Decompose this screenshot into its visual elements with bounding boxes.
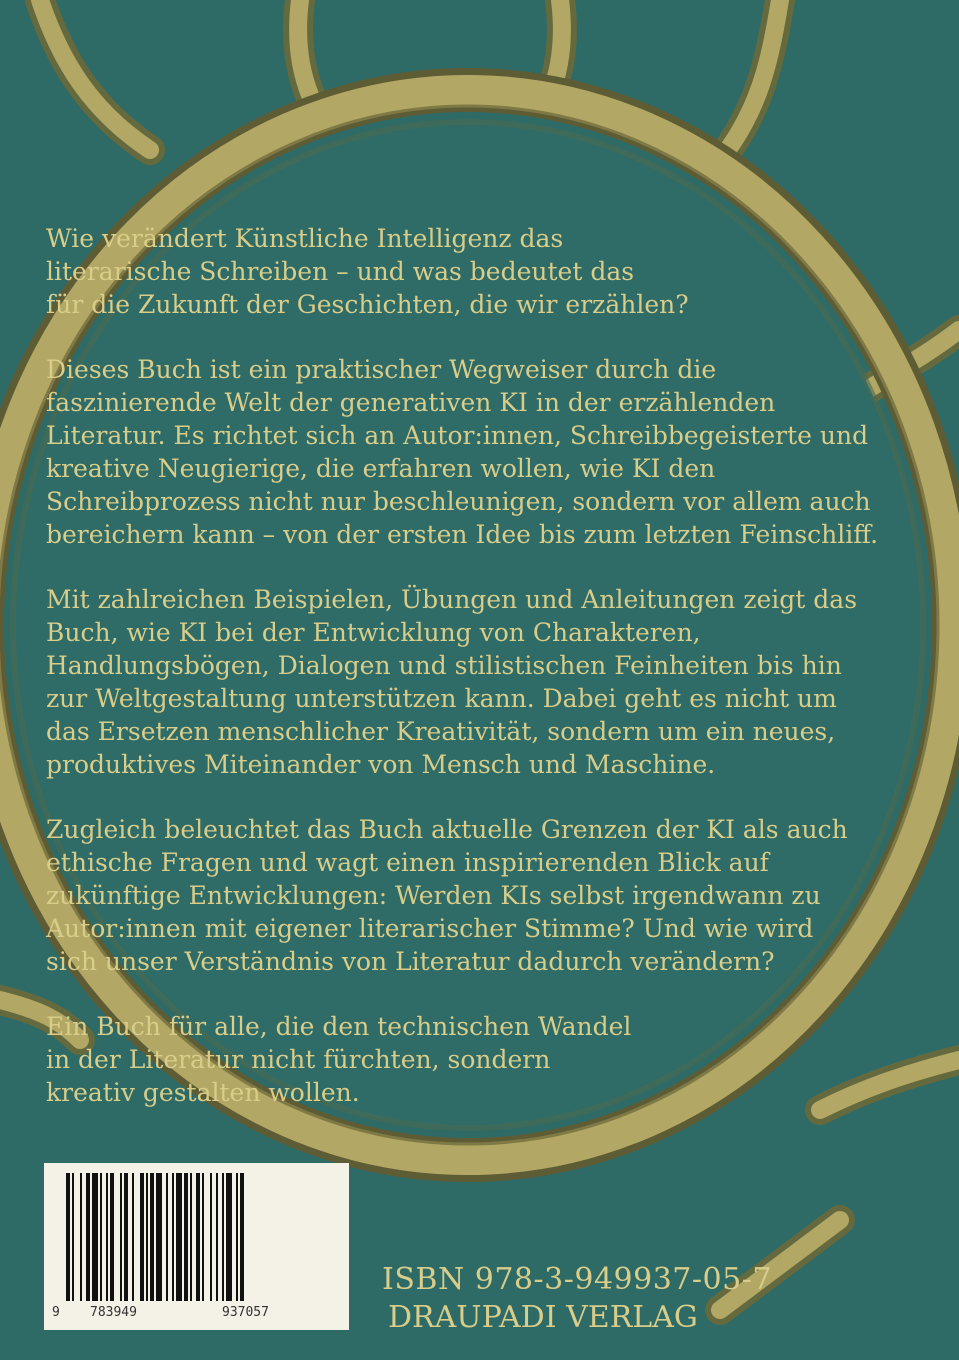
barcode-bar xyxy=(226,1173,232,1301)
barcode-bar xyxy=(86,1173,90,1301)
blurb-line: kreative Neugierige, die erfahren wollen, wie KI den xyxy=(46,454,716,483)
barcode-bar xyxy=(100,1173,102,1301)
barcode-bar xyxy=(72,1173,74,1301)
blurb-line: Schreibprozess nicht nur beschleunigen, sondern vor allem auch xyxy=(46,487,871,516)
barcode xyxy=(44,1163,349,1330)
barcode-bar xyxy=(124,1173,128,1301)
blurb-paragraph xyxy=(46,583,926,781)
blurb-text xyxy=(46,222,926,1141)
blurb-line: Wie verändert Künstliche Intelligenz das xyxy=(46,224,564,253)
blurb-line: zukünftige Entwicklungen: Werden KIs selbst irgendwann zu xyxy=(46,881,821,910)
blurb-line: Zugleich beleuchtet das Buch aktuelle Grenzen der KI als auch xyxy=(46,815,848,844)
blurb-line: Dieses Buch ist ein praktischer Wegweiser durch die xyxy=(46,355,717,384)
barcode-digits-right: 937057 xyxy=(222,1305,269,1320)
barcode-bar xyxy=(132,1173,134,1301)
blurb-paragraph xyxy=(46,813,926,978)
blurb-paragraph xyxy=(46,353,926,551)
barcode-bar xyxy=(172,1173,174,1301)
barcode-bar xyxy=(92,1173,98,1301)
blurb-line: Autor:innen mit eigener literarischer Stimme? Und wie wird xyxy=(46,914,814,943)
barcode-bar xyxy=(216,1173,218,1301)
barcode-bar xyxy=(110,1173,114,1301)
blurb-line: produktives Miteinander von Mensch und Maschine. xyxy=(46,750,716,779)
blurb-line: das Ersetzen menschlicher Kreativität, sondern um ein neues, xyxy=(46,717,836,746)
barcode-bar xyxy=(140,1173,144,1301)
barcode-bar xyxy=(156,1173,162,1301)
barcode-bar xyxy=(80,1173,82,1301)
blurb-line: kreativ gestalten wollen. xyxy=(46,1078,360,1107)
blurb-paragraph xyxy=(46,1010,926,1109)
blurb-line: Ein Buch für alle, die den technischen Wandel xyxy=(46,1012,632,1041)
blurb-line: Buch, wie KI bei der Entwicklung von Charakteren, xyxy=(46,618,701,647)
blurb-line: Handlungsbögen, Dialogen und stilistischen Feinheiten bis hin xyxy=(46,651,842,680)
barcode-bar xyxy=(222,1173,224,1301)
isbn-number: ISBN 978-3-949937-05-7 xyxy=(382,1262,772,1297)
blurb-line: sich unser Verständnis von Literatur dadurch verändern? xyxy=(46,947,775,976)
blurb-line: in der Literatur nicht fürchten, sondern xyxy=(46,1045,551,1074)
barcode-bar xyxy=(210,1173,212,1301)
blurb-paragraph xyxy=(46,222,926,321)
blurb-line: ethische Fragen und wagt einen inspirierenden Blick auf xyxy=(46,848,769,877)
blurb-line: faszinierende Welt der generativen KI in der erzählenden xyxy=(46,388,776,417)
blurb-line: für die Zukunft der Geschichten, die wir erzählen? xyxy=(46,290,689,319)
blurb-line: bereichern kann – von der ersten Idee bis zum letzten Feinschliff. xyxy=(46,520,879,549)
barcode-bar xyxy=(236,1173,238,1301)
blurb-line: Mit zahlreichen Beispielen, Übungen und Anleitungen zeigt das xyxy=(46,585,858,614)
barcode-digits-left: 783949 xyxy=(90,1305,137,1320)
barcode-bar xyxy=(184,1173,188,1301)
barcode-bar xyxy=(150,1173,154,1301)
blurb-line: Literatur. Es richtet sich an Autor:innen, Schreibbegeisterte und xyxy=(46,421,869,450)
barcode-bar xyxy=(176,1173,182,1301)
barcode-bar xyxy=(240,1173,244,1301)
barcode-bar xyxy=(196,1173,200,1301)
barcode-bar xyxy=(202,1173,204,1301)
barcode-bar xyxy=(166,1173,168,1301)
barcode-digit-first: 9 xyxy=(52,1305,60,1320)
publisher-name: DRAUPADI VERLAG xyxy=(388,1300,698,1335)
barcode-bar xyxy=(106,1173,108,1301)
barcode-bar xyxy=(146,1173,148,1301)
barcode-bar xyxy=(190,1173,192,1301)
barcode-bar xyxy=(66,1173,70,1301)
blurb-line: literarische Schreiben – und was bedeutet das xyxy=(46,257,635,286)
blurb-line: zur Weltgestaltung unterstützen kann. Dabei geht es nicht um xyxy=(46,684,837,713)
barcode-bar xyxy=(120,1173,122,1301)
